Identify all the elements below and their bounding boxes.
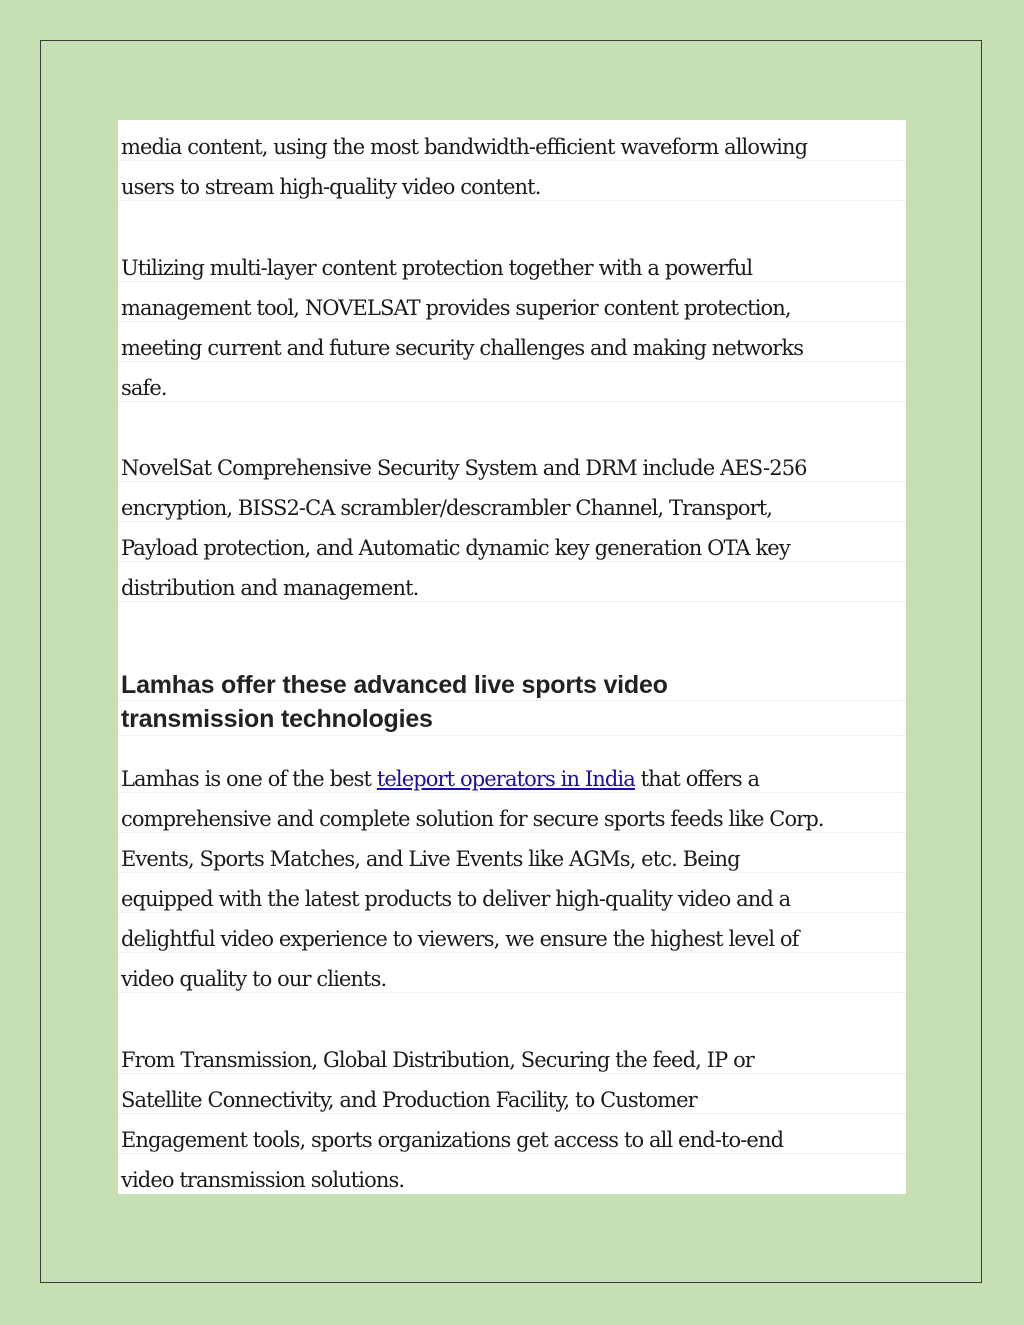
teleport-operators-link[interactable]: teleport operators in India bbox=[376, 767, 635, 791]
lamhas-paragraph-line-1 bbox=[121, 766, 759, 792]
lamhas-paragraph-line-4: equipped with the latest products to deliver high-quality video and a bbox=[121, 887, 791, 911]
line-rule bbox=[118, 200, 906, 201]
paragraph-2-line-3: meeting current and future security challenges and making networks bbox=[121, 336, 804, 360]
lamhas-paragraph-line-2: comprehensive and complete solution for secure sports feeds like Corp. bbox=[121, 807, 824, 831]
line-rule bbox=[118, 401, 906, 402]
document-content bbox=[118, 120, 906, 1194]
line-rule bbox=[118, 481, 906, 482]
paragraph-3-line-4: distribution and management. bbox=[121, 576, 419, 600]
section-heading-line-2: transmission technologies bbox=[121, 705, 433, 733]
lamhas-paragraph-text-after: that offers a bbox=[634, 767, 760, 791]
line-rule bbox=[118, 361, 906, 362]
paragraph-3-line-1: NovelSat Comprehensive Security System and DRM include AES-256 bbox=[121, 456, 807, 480]
final-paragraph-line-4: video transmission solutions. bbox=[121, 1168, 405, 1192]
paragraph-3-line-3: Payload protection, and Automatic dynamic key generation OTA key bbox=[121, 536, 790, 560]
lamhas-paragraph-line-5: delightful video experience to viewers, we ensure the highest level of bbox=[121, 927, 799, 951]
final-paragraph-line-1: From Transmission, Global Distribution, Securing the feed, IP or bbox=[121, 1048, 754, 1072]
line-rule bbox=[118, 601, 906, 602]
paragraph-1-line-2: users to stream high-quality video content. bbox=[121, 175, 541, 199]
line-rule bbox=[118, 281, 906, 282]
paragraph-3-line-2: encryption, BISS2-CA scrambler/descrambler Channel, Transport, bbox=[121, 496, 773, 520]
lamhas-paragraph-text-before: Lamhas is one of the best bbox=[121, 767, 377, 791]
line-rule bbox=[118, 872, 906, 873]
line-rule bbox=[118, 832, 906, 833]
paragraph-2-line-4: safe. bbox=[121, 376, 167, 400]
line-rule bbox=[118, 792, 906, 793]
line-rule bbox=[118, 1153, 906, 1154]
final-paragraph-line-3: Engagement tools, sports organizations get access to all end-to-end bbox=[121, 1128, 784, 1152]
final-paragraph-line-2: Satellite Connectivity, and Production Facility, to Customer bbox=[121, 1088, 697, 1112]
paragraph-2-line-1: Utilizing multi-layer content protection together with a powerful bbox=[121, 256, 753, 280]
paragraph-1-line-1: media content, using the most bandwidth-efficient waveform allowing bbox=[121, 135, 808, 159]
lamhas-paragraph-line-6: video quality to our clients. bbox=[121, 967, 387, 991]
line-rule bbox=[118, 521, 906, 522]
line-rule bbox=[118, 561, 906, 562]
line-rule bbox=[118, 321, 906, 322]
line-rule bbox=[118, 700, 906, 701]
section-heading-line-1: Lamhas offer these advanced live sports video bbox=[121, 671, 668, 699]
line-rule bbox=[118, 160, 906, 161]
line-rule bbox=[118, 992, 906, 993]
lamhas-paragraph-line-3: Events, Sports Matches, and Live Events like AGMs, etc. Being bbox=[121, 847, 740, 871]
line-rule bbox=[118, 912, 906, 913]
line-rule bbox=[118, 735, 906, 736]
line-rule bbox=[118, 1073, 906, 1074]
paragraph-2-line-2: management tool, NOVELSAT provides superior content protection, bbox=[121, 296, 791, 320]
line-rule bbox=[118, 1113, 906, 1114]
line-rule bbox=[118, 952, 906, 953]
